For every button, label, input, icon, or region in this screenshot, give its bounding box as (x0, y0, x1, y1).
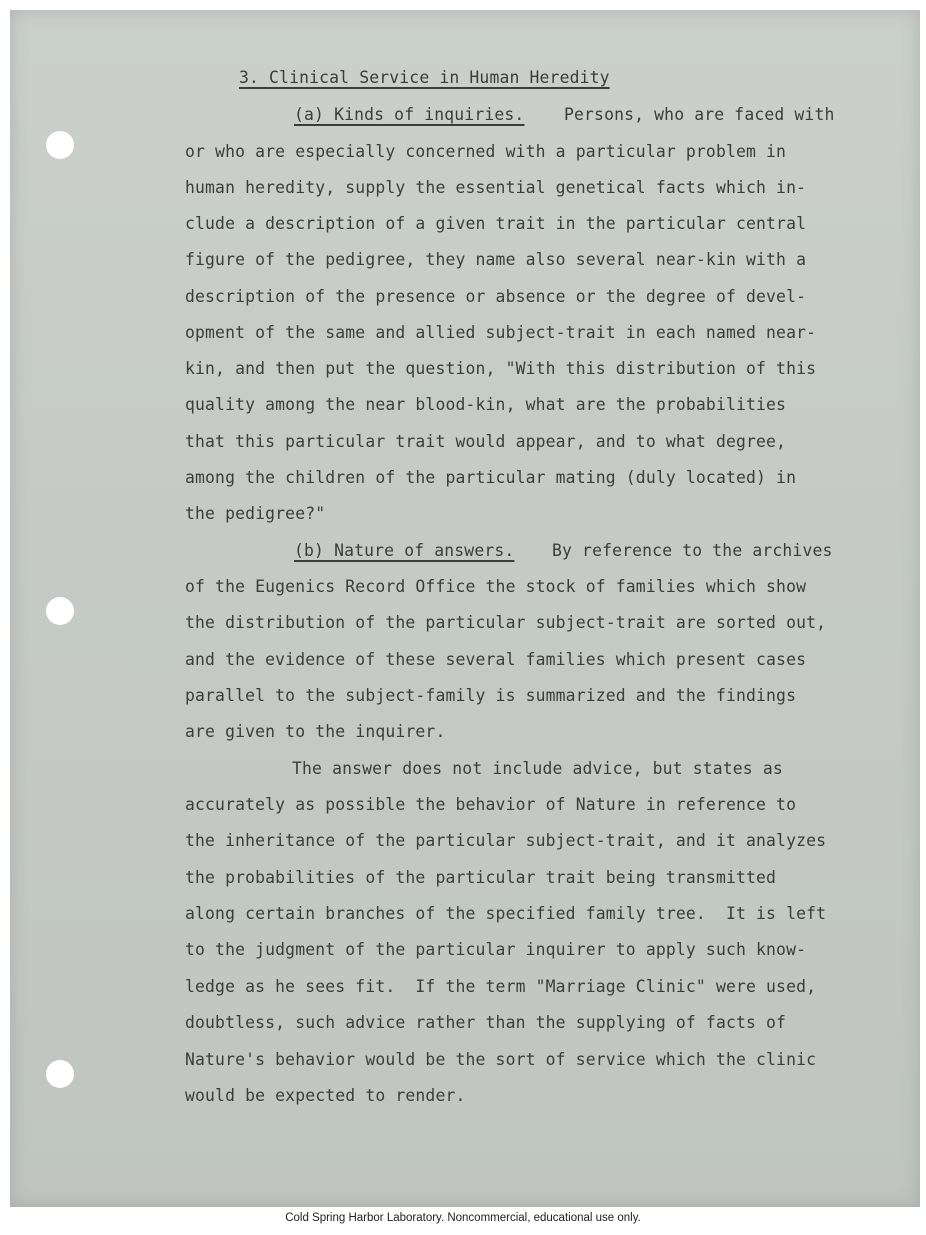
text-line: along certain branches of the specified family tree. It is left (185, 904, 827, 923)
text-line: By reference to the archives (552, 541, 833, 560)
text-line: or who are especially concerned with a particular problem in (185, 142, 787, 161)
punch-hole (46, 1060, 74, 1088)
text-line: Nature's behavior would be the sort of service which the clinic (185, 1050, 817, 1069)
text-line: parallel to the subject-family is summarized and the findings (185, 686, 797, 705)
text-line: the distribution of the particular subject-trait are sorted out, (185, 613, 827, 632)
text-line: the pedigree?" (185, 504, 326, 523)
text-line: among the children of the particular mating (duly located) in (185, 468, 797, 487)
document-heading: 3. Clinical Service in Human Heredity (239, 68, 610, 87)
text-line: opment of the same and allied subject-trait in each named near- (185, 323, 817, 342)
archive-credit-footer: Cold Spring Harbor Laboratory. Noncommercial, educational use only. (285, 1212, 641, 1224)
text-line: of the Eugenics Record Office the stock of families which show (185, 577, 807, 596)
text-line: the probabilities of the particular trait being transmitted (185, 868, 777, 887)
text-line: to the judgment of the particular inquirer to apply such know- (185, 940, 807, 959)
text-line: quality among the near blood-kin, what are the probabilities (185, 395, 787, 414)
text-line: doubtless, such advice rather than the supplying of facts of (185, 1013, 787, 1032)
text-line: would be expected to render. (185, 1086, 466, 1105)
section-a-title: (a) Kinds of inquiries. (294, 105, 525, 124)
punch-hole (46, 597, 74, 625)
text-line: The answer does not include advice, but states as (292, 759, 783, 778)
text-line: clude a description of a given trait in the particular central (185, 214, 807, 233)
text-line: accurately as possible the behavior of Nature in reference to (185, 795, 797, 814)
text-line: human heredity, supply the essential genetical facts which in- (185, 178, 807, 197)
punch-hole (46, 131, 74, 159)
text-line: that this particular trait would appear, and to what degree, (185, 432, 787, 451)
section-b-title: (b) Nature of answers. (294, 541, 515, 560)
text-line: kin, and then put the question, "With this distribution of this (185, 359, 817, 378)
text-line: and the evidence of these several families which present cases (185, 650, 807, 669)
text-line: the inheritance of the particular subject-trait, and it analyzes (185, 831, 827, 850)
text-line: ledge as he sees fit. If the term "Marriage Clinic" were used, (185, 977, 817, 996)
text-line: Persons, who are faced with (564, 105, 835, 124)
text-line: description of the presence or absence or the degree of devel- (185, 287, 807, 306)
document-sheet (10, 10, 920, 1207)
text-line: figure of the pedigree, they name also several near-kin with a (185, 250, 807, 269)
text-line: are given to the inquirer. (185, 722, 446, 741)
